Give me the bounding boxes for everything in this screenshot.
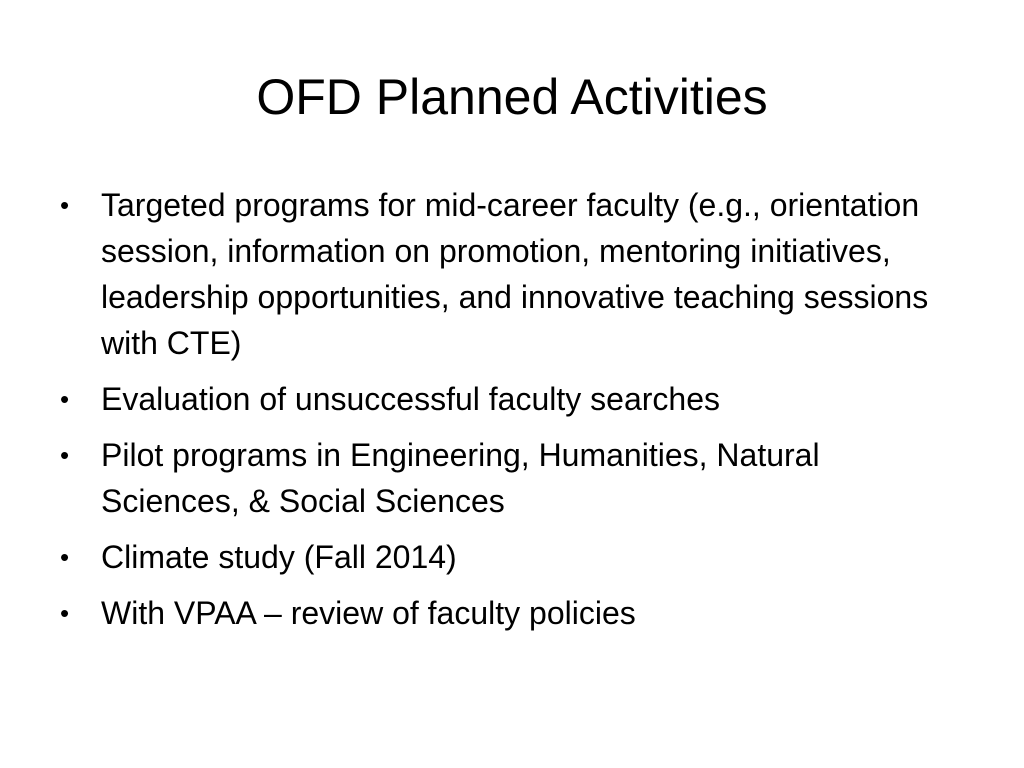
bullet-icon: •: [60, 598, 70, 628]
bullet-icon: •: [60, 542, 70, 572]
bullet-item: [58, 182, 958, 366]
bullet-text: Targeted programs for mid-career faculty (e.g., orientation session, information on promotion, mentoring initiatives, leadership opportunities, and innovative teaching sessions with CTE): [101, 187, 929, 361]
slide-title: OFD Planned Activities: [256, 69, 768, 125]
bullet-icon: •: [60, 190, 70, 220]
bullet-item: [58, 432, 958, 524]
bullet-icon: •: [60, 384, 70, 414]
bullet-text: With VPAA – review of faculty policies: [101, 595, 636, 631]
bullet-text: Evaluation of unsuccessful faculty searches: [101, 381, 720, 417]
bullet-item: [58, 590, 958, 636]
bullet-item: [58, 534, 958, 580]
bullet-text: Climate study (Fall 2014): [101, 539, 457, 575]
bullet-text: Pilot programs in Engineering, Humanities, Natural Sciences, & Social Sciences: [101, 437, 820, 519]
bullet-item: [58, 376, 958, 422]
bullet-icon: •: [60, 440, 70, 470]
bullet-list: [58, 182, 958, 646]
